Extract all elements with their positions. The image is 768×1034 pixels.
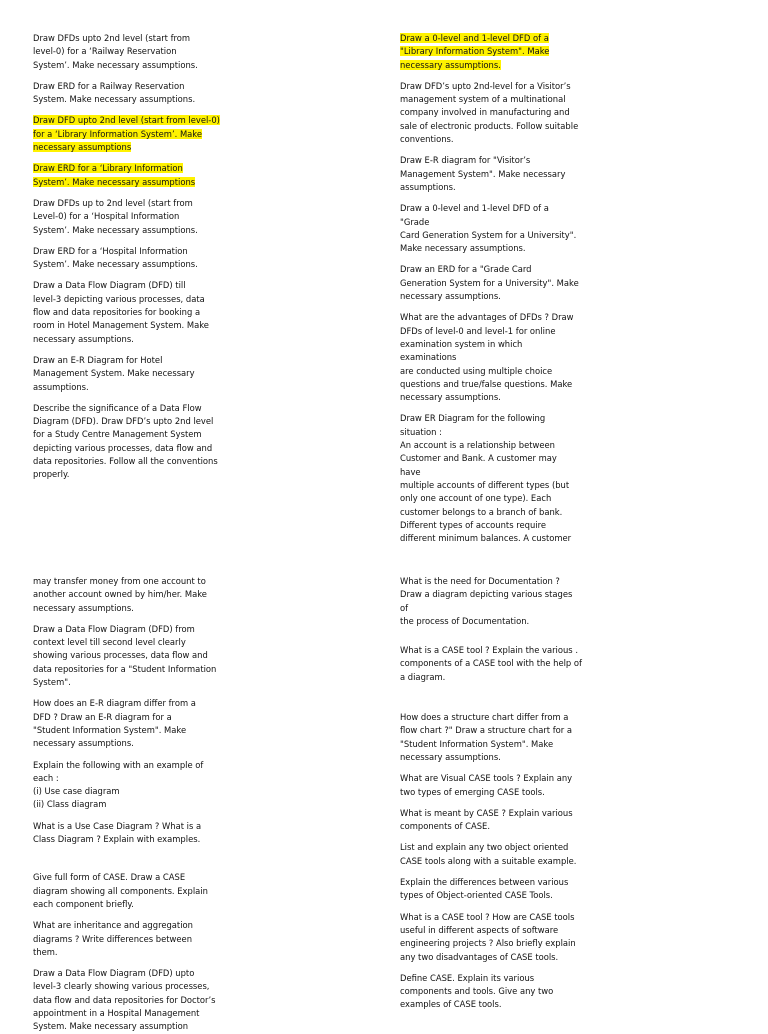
question: Draw DFDs upto 2nd level (start from level-0) for a ‘Railway Reservation System’. Make necessary assumptions. [33,33,198,70]
top-right-column [400,32,580,545]
question: What are Visual CASE tools ? Explain any two types of emerging CASE tools. [400,773,573,797]
question: Draw an ERD for a "Grade Card Generation System for a University". Make necessary assumptions. [400,264,579,302]
question: How does a structure chart differ from a flow chart ?" Draw a structure chart for a "Student Information System". Make necessary assumptions. [400,712,573,762]
question-highlighted: Draw DFD upto 2nd level (start from level-0) for a ‘Library Information System’. Make necessary assumptions [33,115,220,153]
question: Draw a Data Flow Diagram (DFD) upto level-3 clearly showing various processes, data flow and data repositories for Doctor’s appointment in a Hospital Management System. Make necessary assumption [33,968,216,1032]
question: Draw DFDs up to 2nd level (start from Level-0) for a ‘Hospital Information System’. Make necessary assumptions. [33,197,198,235]
question: What is meant by CASE ? Explain various components of CASE. [400,807,573,832]
question: may transfer money from one account to another account owned by him/her. Make necessary assumptions. [33,576,207,613]
top-left-column [33,32,225,482]
question-highlighted: Draw a 0-level and 1-level DFD of a "Library Information System". Make necessary assumptions. [400,33,550,70]
question: Draw an E-R Diagram for Hotel Management System. Make necessary assumptions. [33,354,195,392]
question: Explain the differences between various types of Object-oriented CASE Tools. [400,877,569,901]
question: What is a CASE tool ? Explain the various . components of a CASE tool with the help of a diagram. [400,645,582,682]
question: Draw ERD for a Railway Reservation System. Make necessary assumptions. [33,80,196,105]
question: Draw a 0-level and 1-level DFD of a "Grade Card Generation System for a University". Make necessary assumptions. [400,203,577,254]
question: What is a CASE tool ? How are CASE tools useful in different aspects of software engineering projects ? Also briefly explain any two disadvantages of CASE tools. [400,911,576,962]
question: What are inheritance and aggregation diagrams ? Write differences between them. [33,920,193,957]
bottom-left-column [33,575,218,1034]
question: Draw ER Diagram for the following situation : An account is a relationship between Customer and Bank. A customer may have multiple accounts of different types (but only one account of one type). Each customer belongs to a branch of bank. Different types of accounts require different minimum balances. A customer [400,413,572,544]
bottom-right-column [400,575,582,1012]
question: Draw DFD’s upto 2nd-level for a Visitor’s management system of a multinational company involved in manufacturing and sale of electronic products. Follow suitable conventions. [400,80,579,145]
question: Define CASE. Explain its various components and tools. Give any two examples of CASE tools. [400,972,554,1010]
question: What are the advantages of DFDs ? Draw DFDs of level-0 and level-1 for online examination system in which examinations are conducted using multiple choice questions and true/false questions. Make necessary assumptions. [400,312,574,403]
question-highlighted: Draw ERD for a ‘Library Information System’. Make necessary assumptions [33,163,196,187]
question: Draw a Data Flow Diagram (DFD) till level-3 depicting various processes, data flow and data repositories for booking a room in Hotel Management System. Make necessary assumptions. [33,280,209,344]
question: Explain the following with an example of each : (i) Use case diagram (ii) Class diagram [33,759,204,810]
question: Give full form of CASE. Draw a CASE diagram showing all components. Explain each component briefly. [33,872,208,909]
question: What is the need for Documentation ? Draw a diagram depicting various stages of the process of Documentation. [400,576,573,626]
question: Describe the significance of a Data Flow Diagram (DFD). Draw DFD’s upto 2nd level for a Study Centre Management System depicting various processes, data flow and data repositories. Follow all the conventions properly. [33,402,218,480]
question: Draw E-R diagram for "Visitor’s Management System". Make necessary assumptions. [400,155,566,192]
question: Draw ERD for a ‘Hospital Information System’. Make necessary assumptions. [33,245,198,270]
question: How does an E-R diagram differ from a DFD ? Draw an E-R diagram for a "Student Information System". Make necessary assumptions. [33,698,196,749]
question: What is a Use Case Diagram ? What is a Class Diagram ? Explain with examples. [33,820,202,845]
question: List and explain any two object oriented CASE tools along with a suitable example. [400,842,577,866]
question: Draw a Data Flow Diagram (DFD) from context level till second level clearly showing various processes, data flow and data repositories for a "Student Information System". [33,623,217,688]
